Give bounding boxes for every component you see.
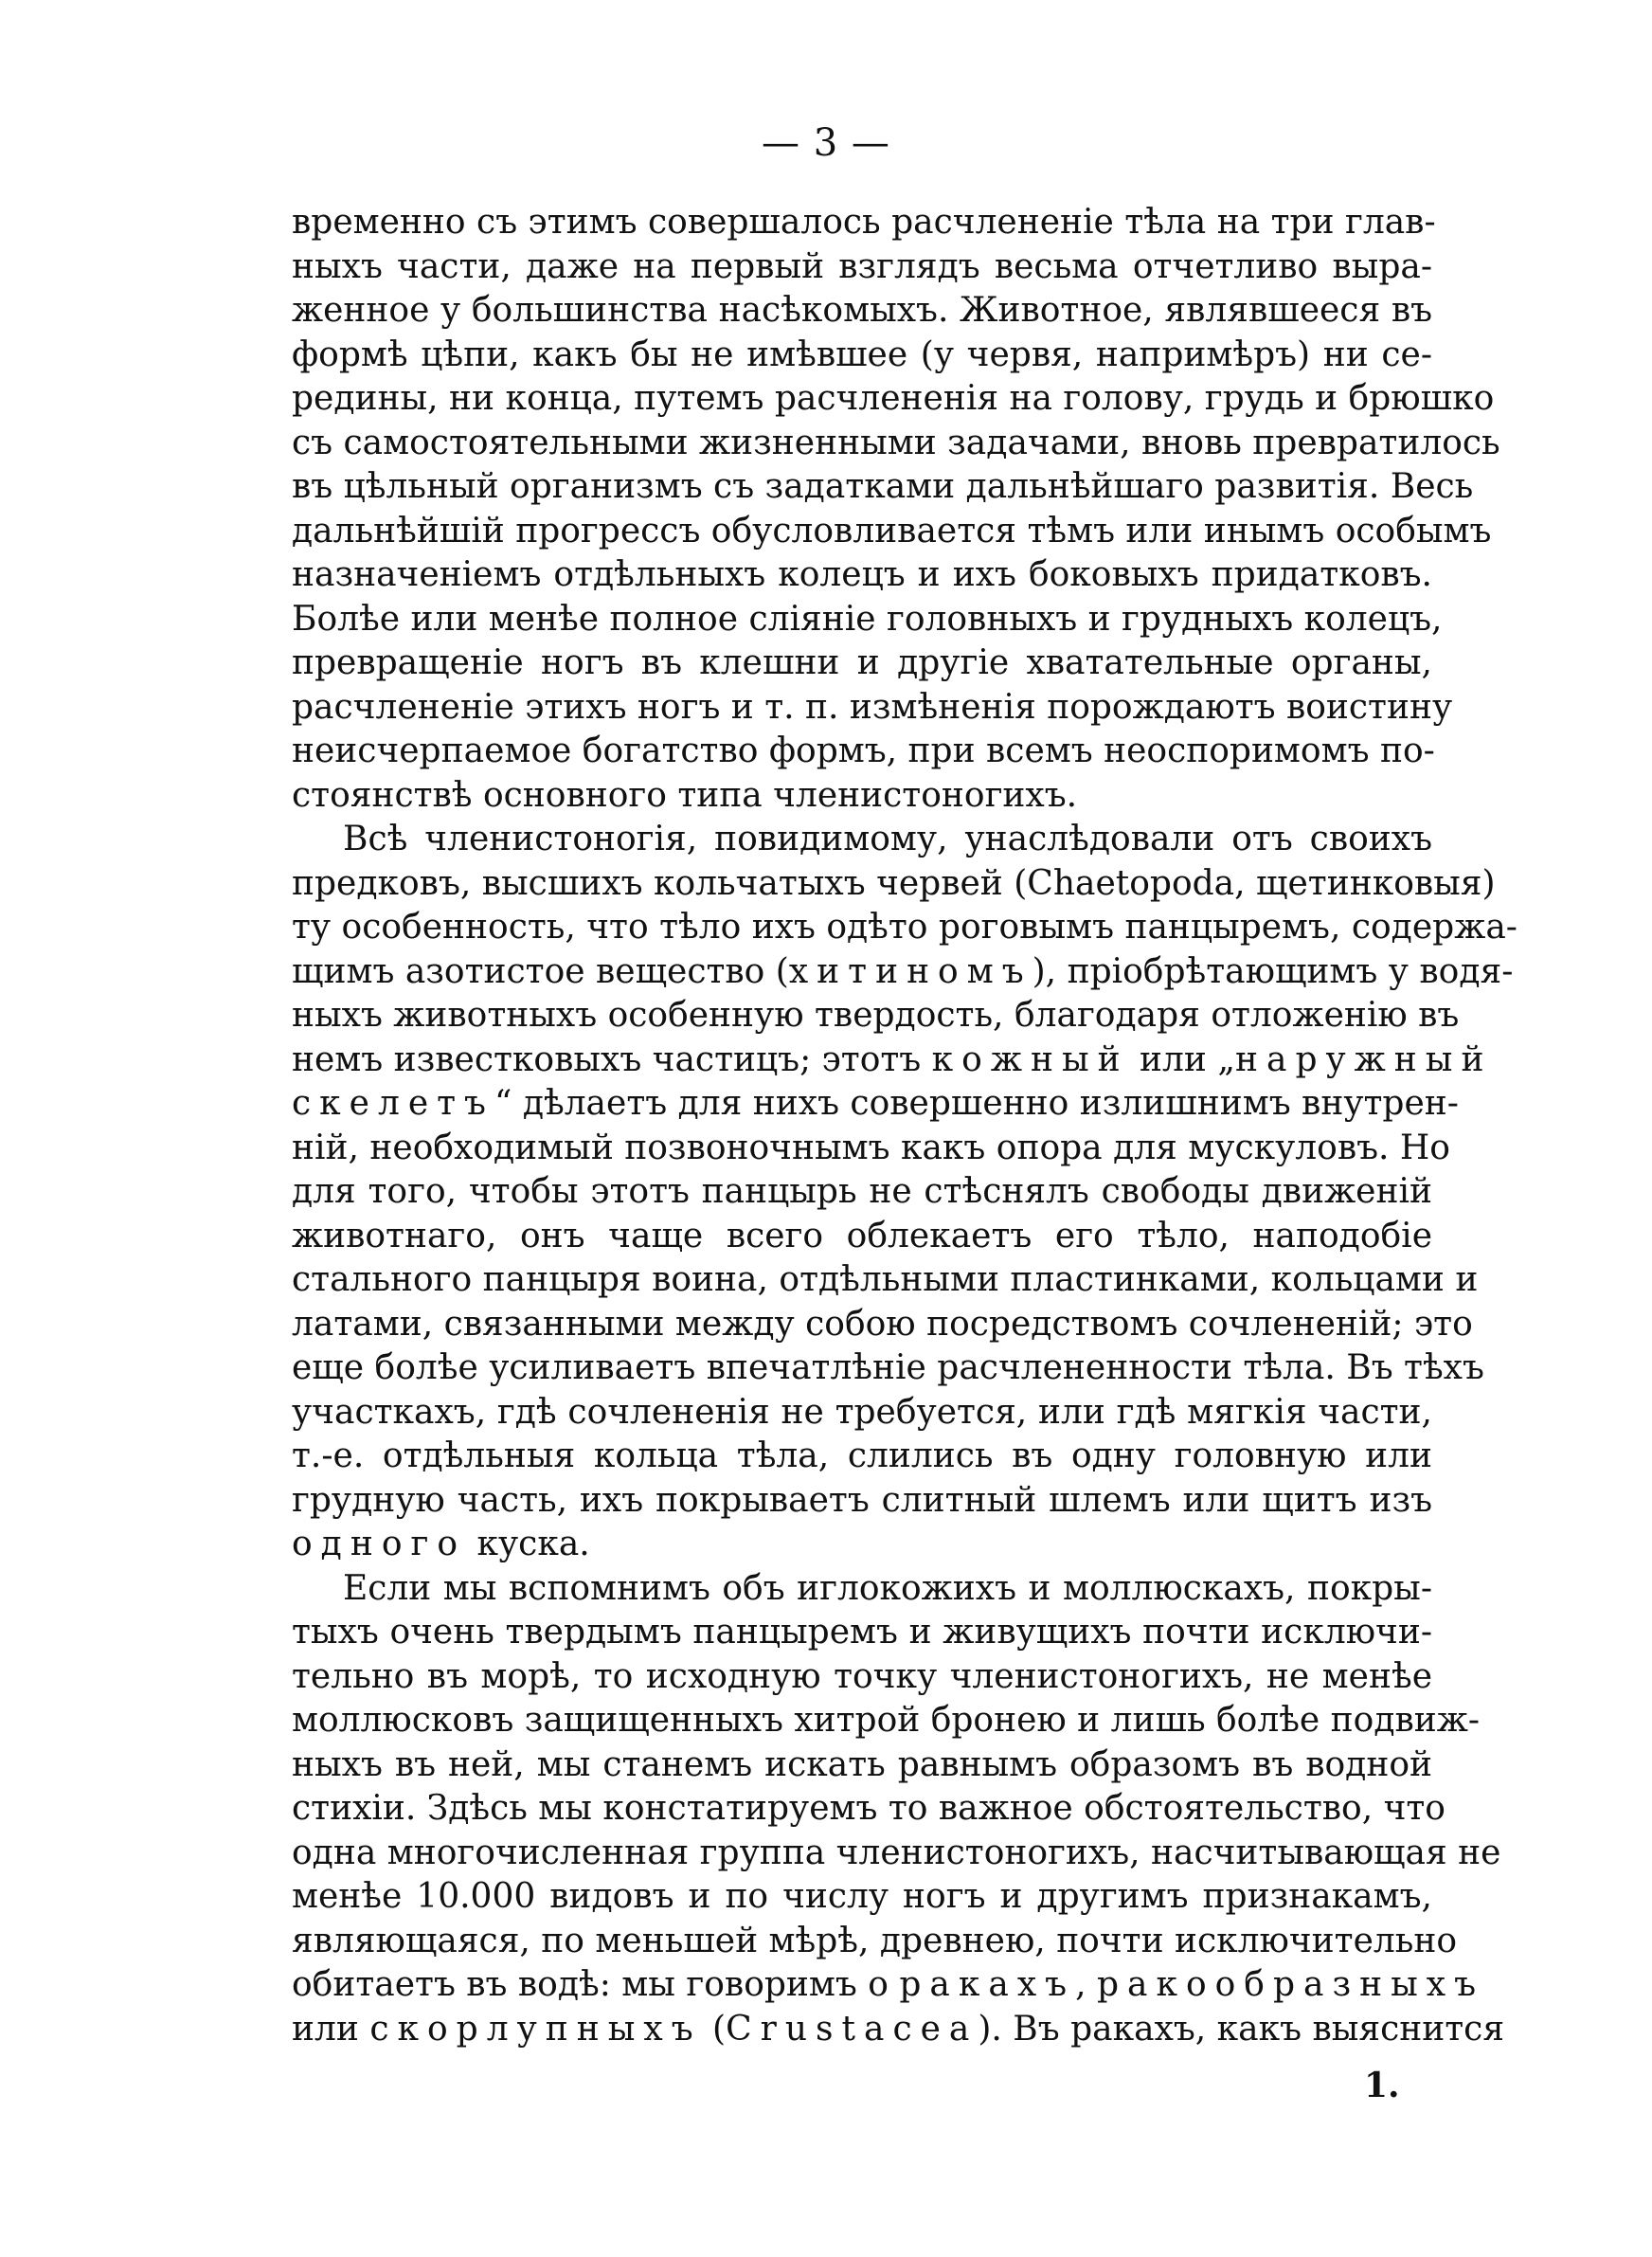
text-line: еще болѣе усиливаетъ впечатлѣніе расчлененности тѣла. Въ тѣхъ [292, 1348, 1484, 1387]
text-line: ній, необходимый позвоночнымъ какъ опора для мускуловъ. Но [292, 1128, 1450, 1167]
text-line: одна многочисленная группа членистоногихъ, насчитывающая не [292, 1833, 1501, 1872]
text-line: неисчерпаемое богатство формъ, при всемъ неоспоримомъ по- [292, 731, 1435, 770]
text-segment: , [1075, 1965, 1097, 2004]
text-line: ту особенность, что тѣло ихъ одѣто роговымъ панцыремъ, содержа- [292, 908, 1517, 947]
text-line: въ цѣльный организмъ съ задатками дальнѣйшаго развитія. Весь [292, 467, 1474, 506]
text-line: Болѣе или менѣе полное сліяніе головныхъ и грудныхъ колецъ, [292, 599, 1443, 639]
text-line: моллюсковъ защищенныхъ хитрой бронею и лишь болѣе подвиж- [292, 1701, 1481, 1740]
document-body [292, 201, 1517, 2051]
signature-mark: 1. [1364, 2066, 1400, 2105]
text-line: редины, ни конца, путемъ расчлененія на голову, грудь и брюшко [292, 379, 1495, 418]
spaced-term: кожный [931, 1039, 1129, 1079]
text-line: назначеніемъ отдѣльныхъ колецъ и ихъ боковыхъ придатковъ. [292, 555, 1432, 594]
text-line: грудную часть, ихъ покрываетъ слитный шлемъ или щитъ изъ [292, 1480, 1432, 1520]
text-segment: обитаетъ въ водѣ: мы говоримъ о [292, 1965, 900, 2004]
text-segment: ). Въ ракахъ, какъ выяснится [978, 2009, 1505, 2049]
text-line: ныхъ въ ней, мы станемъ искать равнымъ образомъ въ водной [292, 1744, 1432, 1784]
spaced-term: наружный [1235, 1039, 1493, 1079]
text-line: предковъ, высшихъ кольчатыхъ червей (Chaetopoda, щетинковыя) [292, 863, 1496, 903]
text-line [292, 1082, 1459, 1127]
text-line: т.-е. отдѣльныя кольца тѣла, слились въ одну головную или [292, 1436, 1432, 1475]
text-line: дальнѣйшій прогрессъ обусловливается тѣмъ или инымъ особымъ [292, 511, 1492, 551]
spaced-term: ракахъ [899, 1965, 1076, 2004]
text-line [292, 1038, 1493, 1083]
text-line: женное у большинства насѣкомыхъ. Животное, являвшееся въ [292, 291, 1432, 330]
text-line: участкахъ, гдѣ сочлененія не требуется, или гдѣ мягкія части, [292, 1392, 1432, 1432]
paragraph-2 [292, 818, 1517, 1567]
text-line: стального панцыря воина, отдѣльными пластинками, кольцами и [292, 1260, 1479, 1299]
text-line [292, 1963, 1484, 2008]
text-line: латами, связанными между собою посредствомъ сочлененій; это [292, 1304, 1473, 1344]
text-line: формѣ цѣпи, какъ бы не имѣвшее (у червя, напримѣръ) ни се- [292, 334, 1432, 374]
text-segment: ), пріобрѣтающимъ у водя- [1032, 951, 1514, 991]
spaced-term: ракообразныхъ [1096, 1965, 1484, 2004]
text-line: стихіи. Здѣсь мы констатируемъ то важное обстоятельство, что [292, 1789, 1446, 1828]
text-line: тельно въ морѣ, то исходную точку членистоногихъ, не менѣе [292, 1656, 1432, 1696]
text-line: Всѣ членистоногія, повидимому, унаслѣдовали отъ своихъ [343, 820, 1432, 858]
text-line: съ самостоятельными жизненными задачами, вновь превратилось [292, 423, 1500, 462]
text-segment: или [292, 2009, 370, 2049]
text-line: ныхъ животныхъ особенную твердость, благодаря отложенію въ [292, 996, 1460, 1035]
text-line: превращеніе ногъ въ клешни и другіе хватательные органы, [292, 643, 1432, 682]
page-number-header: — 3 — [762, 121, 890, 165]
text-segment: щимъ азотистое вещество ( [292, 951, 789, 991]
paragraph-1 [292, 201, 1500, 818]
text-line: расчлененіе этихъ ногъ и т. п. измѣненія порождаютъ воистину [292, 687, 1453, 727]
text-line: ныхъ части, даже на первый взглядъ весьма отчетливо выра- [292, 246, 1432, 286]
spaced-term: скорлупныхъ [369, 2009, 702, 2049]
text-line [292, 1523, 1432, 1567]
text-line [292, 2008, 1505, 2052]
text-segment: “ дѣлаетъ для нихъ совершенно излишнимъ внутрен- [494, 1084, 1459, 1123]
text-segment: немъ известковыхъ частицъ; этотъ [292, 1039, 932, 1079]
text-line: для того, чтобы этотъ панцырь не стѣснялъ свободы движеній [292, 1172, 1432, 1211]
spaced-term: одного [292, 1525, 467, 1563]
text-line: животнаго, онъ чаще всего облекаетъ его тѣло, наподобіе [292, 1216, 1432, 1255]
text-line: менѣе 10.000 видовъ и по числу ногъ и другимъ признакамъ, [292, 1877, 1432, 1916]
spaced-term: Crustacea [726, 2009, 979, 2049]
paragraph-3 [292, 1567, 1505, 2052]
text-line: являющаяся, по меньшей мѣрѣ, древнею, почти исключительно [292, 1921, 1458, 1960]
text-segment: куска. [466, 1525, 590, 1563]
text-line [292, 950, 1514, 995]
text-line: стоянствѣ основного типа членистоногихъ. [292, 775, 1078, 815]
spaced-term: скелетъ [292, 1084, 494, 1123]
text-line: Если мы вспомнимъ объ иглокожихъ и моллюскахъ, покры- [343, 1568, 1432, 1608]
text-segment: или „ [1128, 1039, 1235, 1079]
text-line: тыхъ очень твердымъ панцыремъ и живущихъ почти исключи- [292, 1613, 1432, 1652]
spaced-term: хитиномъ [788, 951, 1032, 991]
text-line: временно съ этимъ совершалось расчлененіе тѣла на три глав- [292, 203, 1436, 242]
text-segment: ( [701, 2009, 727, 2049]
